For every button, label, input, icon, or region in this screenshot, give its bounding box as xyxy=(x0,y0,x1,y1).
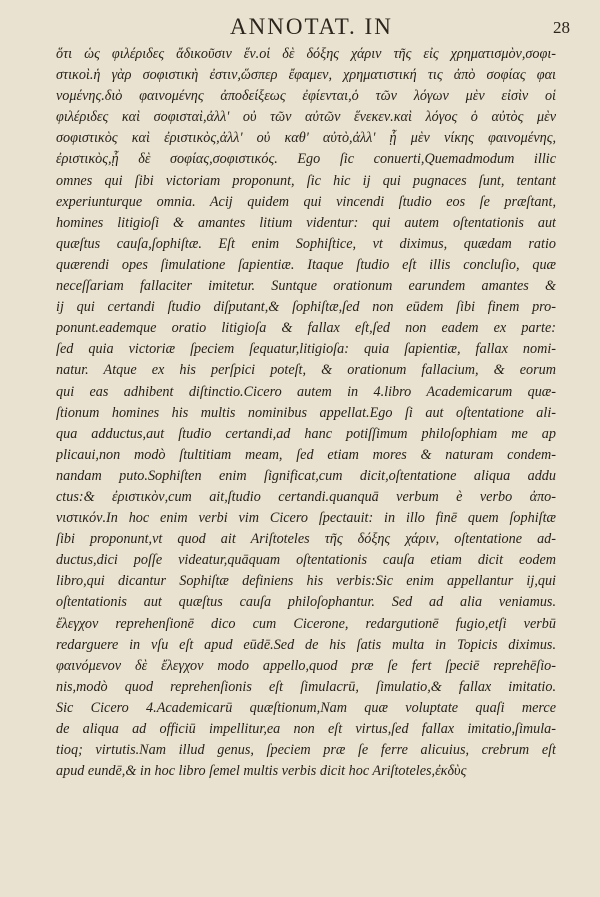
page-header xyxy=(0,12,600,42)
text-line: νιστικόν.In hoc enim verbi vim Cicero ſpectauit: in illo finē quem ſophiſtæ xyxy=(56,510,556,527)
text-line: φιλέριδες καὶ σοφισταὶ,ἀλλ' οὐ τῶν αὐτῶν ἕνεκεν.καὶ λόγος ὁ αὐτὸς μὲν xyxy=(56,109,556,126)
text-line: qua adductus,aut ſtudio certandi,ad hanc potiſſimum philoſophiam me ap xyxy=(56,425,556,442)
text-line: experiunturque omnia. Acij quidem qui vincendi ſtudio eos ſe præſtant, xyxy=(56,193,556,210)
text-line: de aliqua ad officiū impellitur,ea non eſt virtus,ſed fallax imitatio,ſimula- xyxy=(56,721,556,737)
text-line: νομένης.διὸ φαινομένης ἀποδείξεως ἐφίενται,ὁ τῶν λόγων μὲν εἰσὶν οἱ xyxy=(56,88,556,105)
text-line: apud eundē,& in hoc libro ſemel multis verbis dicit hoc Ariſtoteles,ἐκδὺς xyxy=(56,763,467,780)
text-line: redarguere in vſu eſt apud eūdē.Sed de his ſatis multa in Topicis diximus. xyxy=(56,636,556,653)
text-line: tioq; virtutis.Nam illud genus, ſpeciem præ ſe ferre alicuius, crebrum eſt xyxy=(56,742,556,759)
text-line: Sic Cicero 4.Academicarū quæſtionum,Nam quæ voluptate quaſi merce xyxy=(56,699,556,716)
text-line: στικοὶ.ἡ γὰρ σοφιστικὴ ἐστιν,ὥσπερ ἔφαμεν, χρηματιστική τις ἀπὸ σοφίας φαι xyxy=(56,67,556,84)
text-line: ductus,dici poſſe videatur,quāquam oſtentationis cauſa etiam dicit eodem xyxy=(56,552,556,569)
text-line: nis,modò quod reprehenſionis eſt ſimulacrū, ſimulatio,& fallax imitatio. xyxy=(56,678,556,695)
text-line: oſtentationis aut quæſtus cauſa philoſophantur. Sed ad alia veniamus. xyxy=(56,594,556,611)
text-line: quærendi opes ſimulatione ſapientiæ. Itaque ſtudio eſt illis concluſio, quæ xyxy=(56,256,556,273)
text-line: ἐριστικὸς,ᾗ δὲ σοφίας,σοφιστικός. Ego ſic conuerti,Quemadmodum illic xyxy=(56,151,556,168)
text-line: ſed quia victoriæ ſpeciem ſequatur,litigioſa: quia ſapientiæ, fallax nomi- xyxy=(56,341,556,358)
text-line: neceſſariam fallaciter imitetur. Suntque orationum earundem amantes & xyxy=(56,278,556,295)
text-line: quæſtus cauſa,ſophiſtæ. Eſt enim Sophiſtice, vt diximus, quædam ratio xyxy=(56,235,556,252)
text-body xyxy=(56,44,556,782)
text-line: omnes qui ſibi victoriam proponunt, ſic hic ij qui pugnaces ſunt, tentant xyxy=(56,172,556,189)
text-line: natur. Atque ex his perſpici poteſt, & orationum fallacium, & eorum xyxy=(56,362,556,379)
text-line: ſibi proponunt,vt quod ait Ariſtoteles τῆς δόξης χάριν, oſtentatione ad- xyxy=(56,531,556,548)
text-line: φαινόμενον δὲ ἔλεγχον modo appello,quod præ ſe fert ſpeciē reprehēſio- xyxy=(56,657,556,674)
text-line: nandam puto.Sophiſten enim ſignificat,cum dicit,oſtentatione aliqua addu xyxy=(56,467,556,484)
text-line: homines litigioſi & amantes litium videntur: qui autem oſtentationis aut xyxy=(56,214,556,231)
text-line: ij qui certandi ſtudio diſputant,& ſophiſtæ,ſed non eūdem ſibi finem pro- xyxy=(56,299,556,316)
text-line: ἔλεγχον reprehenſionē dico cum Cicerone, redargutionē fugio,etſi verbū xyxy=(56,615,556,632)
running-head: ANNOTAT. IN xyxy=(230,14,393,39)
text-line: qui eas adhibent diſtinctio.Cicero autem in 4.libro Academicarum quæ- xyxy=(56,383,556,400)
text-line: libro,qui dicantur Sophiſtæ definiens his verbis:Sic enim appellantur ij,qui xyxy=(56,573,556,590)
page-number: 28 xyxy=(553,18,570,37)
text-line: ſtionum homines his multis nominibus appellat.Ego ſi aut oſtentatione ali- xyxy=(56,404,556,421)
text-line: plicaui,non modò ſtultitiam meam, ſed etiam mores & naturam condem- xyxy=(56,446,556,463)
text-line: ctus:& ἐριστικὸν,cum ait,ſtudio certandi.quanquā verbum è verbo ἀπο- xyxy=(56,488,556,505)
text-line: ponunt.eademque oratio litigioſa & fallax eſt,ſed non eadem ex parte: xyxy=(56,320,556,337)
text-line: ὅτι ὡς φιλέριδες ἄδικοῦσιν ἕν.οἱ δὲ δόξης χάριν τῆς εἰς χρηματισμὸν,σοφι- xyxy=(56,46,556,62)
text-line: σοφιστικὸς καὶ ἐριστικὸς,ἀλλ' οὐ καθ' αὐτὸ,ἀλλ' ᾗ μὲν νίκης φαινομένης, xyxy=(56,130,556,147)
